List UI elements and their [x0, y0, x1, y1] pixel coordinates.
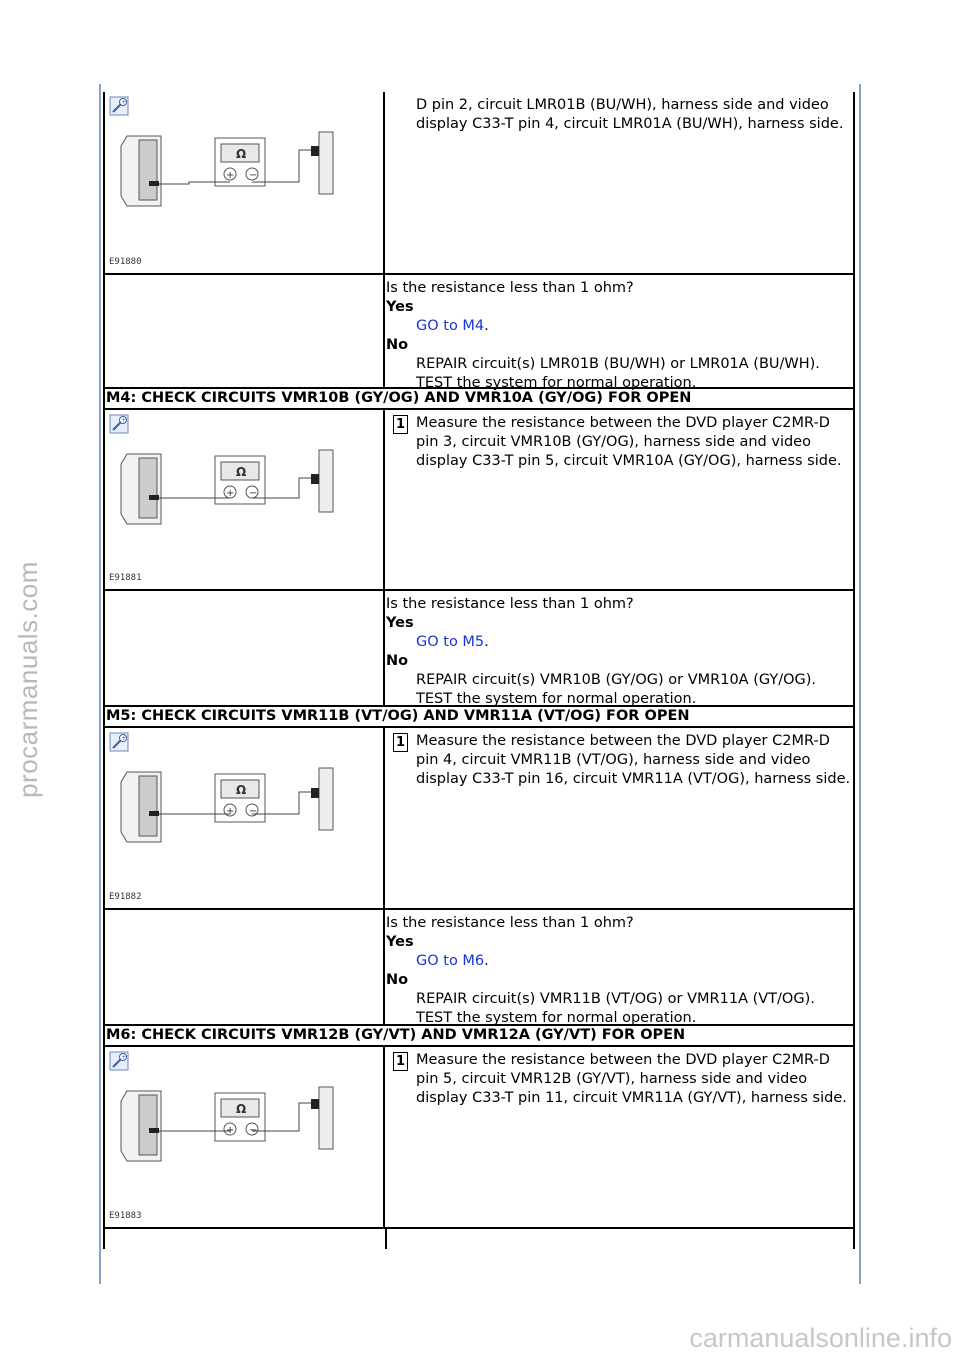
empty-cell: [105, 910, 385, 1024]
step-row: [103, 1047, 855, 1229]
step-cell: [385, 728, 853, 908]
go-to-m4-link[interactable]: GO to M4: [416, 318, 485, 334]
result-cell: Is the resistance less than 1 ohm? Yes GO to M4. No REPAIR circuit(s) LMR01B (BU/WH) or LMR01A (BU/WH). TEST the system for normal operation.: [385, 275, 853, 387]
svg-text:Ω: Ω: [236, 147, 247, 161]
yes-label: Yes: [386, 299, 414, 315]
zoom-icon[interactable]: [109, 1051, 129, 1071]
svg-text:−: −: [249, 806, 258, 817]
step-text: Measure the resistance between the DVD player C2MR-D pin 4, circuit VMR11B (VT/OG), harness side and video display C33-T pin 16, circuit VMR11A (VT/OG), harness side.: [416, 733, 851, 787]
svg-text:−: −: [249, 170, 258, 181]
no-text: REPAIR circuit(s) VMR11B (VT/OG) or VMR11A (VT/OG). TEST the system for normal operation.: [416, 991, 815, 1026]
figure-cell: [105, 728, 385, 908]
svg-text:Ω: Ω: [236, 465, 247, 479]
right-margin-rule: [859, 84, 861, 1284]
continuation-cell: [103, 1229, 387, 1249]
svg-text:−: −: [249, 488, 258, 499]
question: Is the resistance less than 1 ohm?: [386, 915, 634, 931]
figure-label: E91882: [109, 892, 142, 902]
figure-cell: [105, 410, 385, 589]
wiring-diagram: [119, 762, 349, 862]
result-cell: Is the resistance less than 1 ohm? Yes GO to M5. No REPAIR circuit(s) VMR10B (GY/OG) or VMR10A (GY/OG). TEST the system for normal operation.: [385, 591, 853, 705]
svg-text:+: +: [121, 417, 127, 424]
zoom-icon[interactable]: [109, 732, 129, 752]
step-number: 1: [393, 1052, 408, 1071]
figure-label: E91880: [109, 257, 142, 267]
svg-text:+: +: [226, 1125, 235, 1136]
svg-text:Ω: Ω: [236, 783, 247, 797]
step-text: Measure the resistance between the DVD player C2MR-D pin 5, circuit VMR12B (GY/VT), harness side and video display C33-T pin 11, circuit VMR11A (GY/VT), harness side.: [416, 1052, 847, 1106]
step-row: [103, 92, 855, 275]
step-row: [103, 410, 855, 591]
wiring-diagram: [119, 126, 349, 226]
svg-text:+: +: [121, 735, 127, 742]
yes-label: Yes: [386, 934, 414, 950]
no-text: REPAIR circuit(s) LMR01B (BU/WH) or LMR01A (BU/WH). TEST the system for normal operation.: [416, 356, 820, 391]
step-text: D pin 2, circuit LMR01B (BU/WH), harness side and video display C33-T pin 4, circuit LMR01A (BU/WH), harness side.: [416, 97, 844, 132]
svg-text:+: +: [121, 1054, 127, 1061]
go-to-m5-link[interactable]: GO to M5: [416, 634, 485, 650]
zoom-icon[interactable]: [109, 96, 129, 116]
svg-text:+: +: [226, 806, 235, 817]
figure-cell: [105, 1047, 385, 1227]
zoom-icon[interactable]: [109, 414, 129, 434]
no-label: No: [386, 972, 409, 988]
section-header-m4: M4: CHECK CIRCUITS VMR10B (GY/OG) AND VMR10A (GY/OG) FOR OPEN: [103, 389, 855, 410]
left-margin-rule: [99, 84, 101, 1284]
question: Is the resistance less than 1 ohm?: [386, 280, 634, 296]
question: Is the resistance less than 1 ohm?: [386, 596, 634, 612]
step-text: Measure the resistance between the DVD player C2MR-D pin 3, circuit VMR10B (GY/OG), harness side and video display C33-T pin 5, circuit VMR10A (GY/OG), harness side.: [416, 415, 842, 469]
step-row: [103, 728, 855, 910]
result-row: [103, 275, 855, 389]
empty-cell: [105, 275, 385, 387]
go-to-m6-link[interactable]: GO to M6: [416, 953, 485, 969]
watermark-left: procarmanuals.com: [12, 560, 43, 798]
result-row: [103, 591, 855, 707]
result-row: [103, 910, 855, 1026]
figure-label: E91883: [109, 1211, 142, 1221]
step-cell: [385, 1047, 853, 1227]
svg-text:Ω: Ω: [236, 1102, 247, 1116]
continuation-row: [103, 1229, 855, 1249]
svg-text:−: −: [249, 1125, 258, 1136]
watermark-bottom: carmanualsonline.info: [689, 1323, 952, 1353]
svg-text:+: +: [226, 170, 235, 181]
no-label: No: [386, 653, 409, 669]
result-cell: Is the resistance less than 1 ohm? Yes GO to M6. No REPAIR circuit(s) VMR11B (VT/OG) or VMR11A (VT/OG). TEST the system for normal operation.: [385, 910, 853, 1024]
svg-text:+: +: [121, 99, 127, 106]
section-header-m6: M6: CHECK CIRCUITS VMR12B (GY/VT) AND VMR12A (GY/VT) FOR OPEN: [103, 1026, 855, 1047]
svg-text:+: +: [226, 488, 235, 499]
yes-label: Yes: [386, 615, 414, 631]
continuation-cell: [387, 1229, 855, 1249]
no-label: No: [386, 337, 409, 353]
step-cell: [385, 92, 853, 273]
step-cell: [385, 410, 853, 589]
wiring-diagram: [119, 1081, 349, 1181]
section-header-m5: M5: CHECK CIRCUITS VMR11B (VT/OG) AND VMR11A (VT/OG) FOR OPEN: [103, 707, 855, 728]
step-number: 1: [393, 415, 408, 434]
step-number: 1: [393, 733, 408, 752]
figure-label: E91881: [109, 573, 142, 583]
diagnostic-table: [103, 92, 855, 1249]
no-text: REPAIR circuit(s) VMR10B (GY/OG) or VMR10A (GY/OG). TEST the system for normal operation.: [416, 672, 817, 707]
wiring-diagram: [119, 444, 349, 544]
figure-cell: [105, 92, 385, 273]
empty-cell: [105, 591, 385, 705]
